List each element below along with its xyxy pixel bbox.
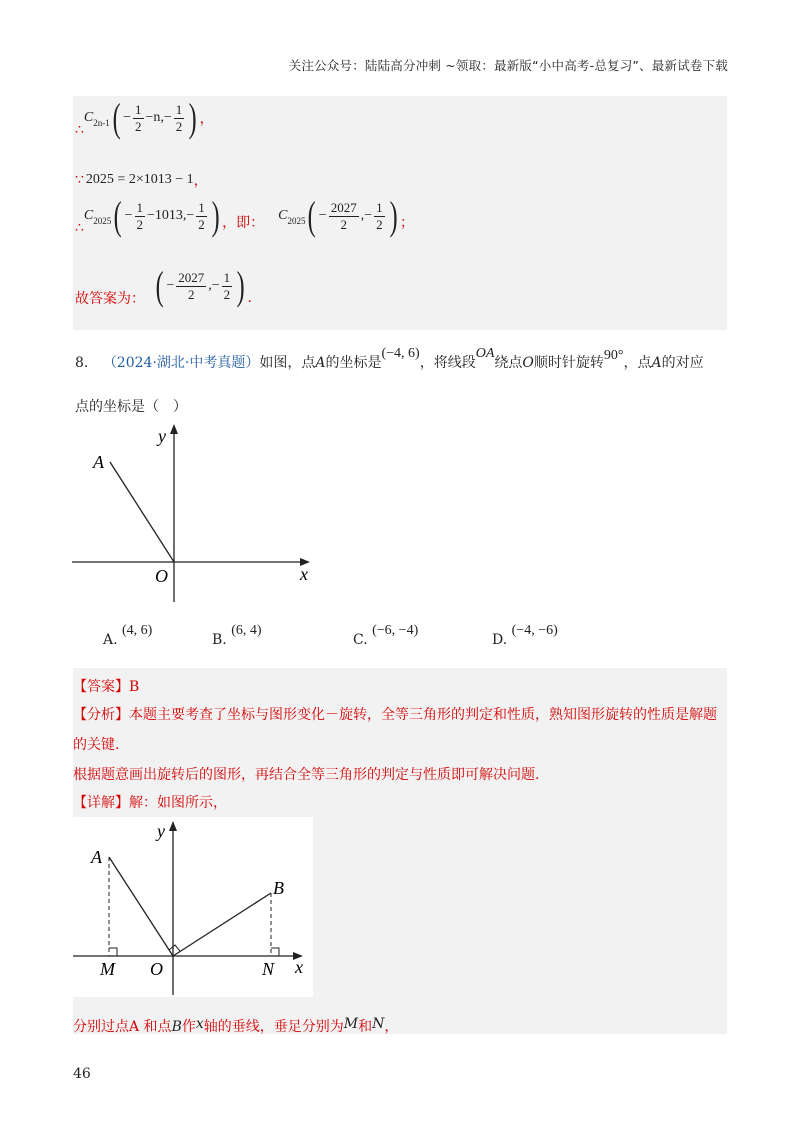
label-N: N bbox=[262, 959, 275, 979]
option-b[interactable]: B. (6, 4) bbox=[212, 623, 262, 648]
answer-line: 【答案】B bbox=[73, 679, 140, 695]
figure-question bbox=[60, 420, 330, 610]
fraction: $\frac{2027}{2}$ bbox=[178, 269, 205, 302]
option-c[interactable]: C. (−6, −4) bbox=[353, 623, 419, 648]
page-header: 关注公众号：陆陆高分冲刺 ~领取：最新版“小中高考-总复习”、最新试卷下载 bbox=[288, 58, 728, 73]
analysis-line-3: 根据题意画出旋转后的图形，再结合全等三角形的判定与性质即可解决问题. bbox=[73, 767, 540, 783]
fraction: $\frac{1}{2}$ bbox=[175, 101, 183, 134]
page-number: 46 bbox=[73, 1066, 91, 1082]
label-y: y bbox=[158, 426, 166, 446]
detail-line-2: 分别过点A 和点B作x轴的垂线，垂足分别为M和N， bbox=[73, 1016, 399, 1035]
analysis-line-2: 的关键. bbox=[73, 737, 120, 753]
analysis-line-1: 【分析】本题主要考查了坐标与图形变化－旋转，全等三角形的判定和性质，熟知图形旋转的性质是解题 bbox=[73, 707, 717, 723]
fraction: $\frac{1}{2}$ bbox=[376, 199, 383, 232]
label-x: x bbox=[295, 957, 303, 977]
option-d[interactable]: D. (−4, −6) bbox=[492, 623, 558, 648]
label-x: x bbox=[300, 564, 308, 584]
question-8-line-2: 点的坐标是（ ） bbox=[75, 399, 187, 415]
solution-line-1: ∴ C 2n-1 ( − $\frac{1}{2}$ −n,− $\frac{1}{2}$ ) ， bbox=[75, 95, 214, 140]
segment-OA bbox=[110, 462, 174, 562]
fraction: $\frac{1}{2}$ bbox=[223, 269, 231, 302]
label-M: M bbox=[100, 959, 115, 979]
detail-line: 【详解】解：如图所示， bbox=[73, 795, 227, 811]
label-A: A bbox=[93, 452, 104, 472]
question-8-line-1: 8. （2024·湖北·中考真题）如图，点A的坐标是(−4, 6)，将线段OA绕点O顺时针旋转90°，点A的对应 bbox=[75, 346, 704, 371]
y-axis-arrow bbox=[170, 424, 178, 434]
label-y: y bbox=[157, 821, 165, 841]
label-O: O bbox=[155, 566, 168, 586]
fraction: $\frac{1}{2}$ bbox=[198, 199, 205, 232]
fraction: $\frac{2027}{2}$ bbox=[330, 199, 357, 232]
option-a[interactable]: A. (4, 6) bbox=[103, 623, 153, 648]
fraction: $\frac{1}{2}$ bbox=[136, 199, 143, 232]
solution-line-3: ∴ C 2025 ( − $\frac{1}{2}$ −1013,− $\frac{1}{2}$ ) ，即： C 2025 ( − $\frac{2027}{2}$ ,− $\frac{1}{2}$ ) ； bbox=[75, 193, 414, 238]
figure-solution bbox=[73, 817, 313, 997]
label-A: A bbox=[91, 847, 102, 867]
label-B: B bbox=[273, 878, 284, 898]
question-source: （2024·湖北·中考真题） bbox=[102, 355, 260, 371]
fraction: $\frac{1}{2}$ bbox=[135, 101, 142, 134]
label-O: O bbox=[150, 959, 163, 979]
solution-line-2: ∵ 2025 = 2×1013 − 1 ， bbox=[75, 172, 208, 189]
solution-line-4: 故答案为： ( − $\frac{2027}{2}$ ,− $\frac{1}{2}$ ) . bbox=[75, 263, 252, 308]
